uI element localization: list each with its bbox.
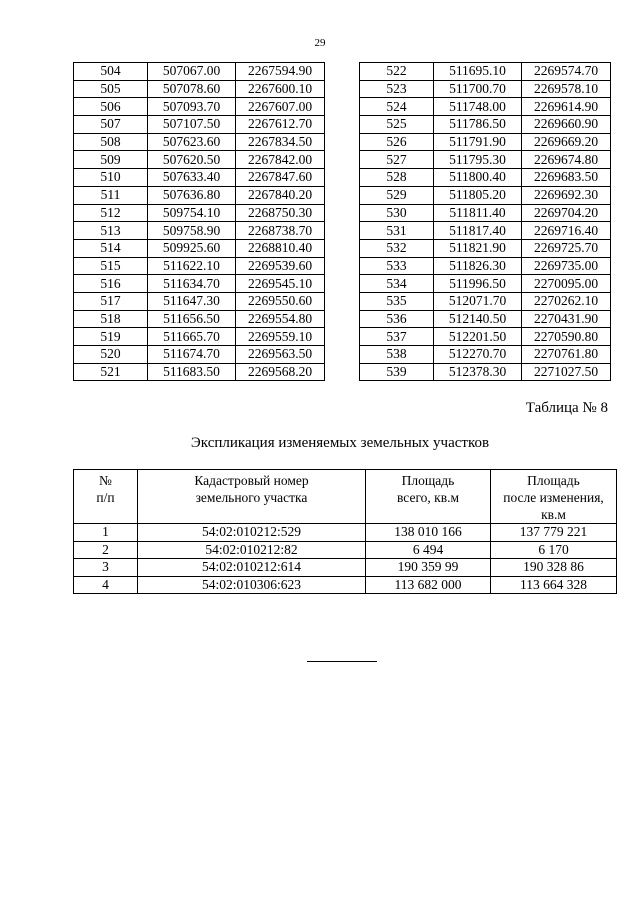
table-cell: 510	[74, 169, 148, 187]
table-cell: 2269574.70	[522, 63, 611, 81]
table-cell: 511791.90	[434, 133, 522, 151]
table-cell: 535	[360, 292, 434, 310]
table-row	[74, 257, 325, 275]
header-area-total-line2: всего, кв.м	[397, 490, 459, 505]
table-cell: 2267594.90	[236, 63, 325, 81]
table-cell: 2269674.80	[522, 151, 611, 169]
table-cell: 2268810.40	[236, 239, 325, 257]
table-title: Экспликация изменяемых земельных участков	[190, 435, 490, 451]
table-cell: 2269660.90	[522, 116, 611, 134]
table-cell: 2269614.90	[522, 98, 611, 116]
table-cell: 2269735.00	[522, 257, 611, 275]
table-cell: 517	[74, 292, 148, 310]
table-cell: 2269550.60	[236, 292, 325, 310]
header-area-after	[491, 470, 617, 524]
table-row	[74, 524, 617, 542]
table-cell: 538	[360, 346, 434, 364]
table-row	[74, 133, 325, 151]
table-cell: 516	[74, 275, 148, 293]
table-row	[360, 80, 611, 98]
table-row	[74, 576, 617, 594]
table-row	[360, 98, 611, 116]
table-cell: 507623.60	[148, 133, 236, 151]
table-row	[360, 346, 611, 364]
table-cell: 512378.30	[434, 363, 522, 381]
table-row	[360, 275, 611, 293]
table-cell: 512201.50	[434, 328, 522, 346]
header-area-after-line3: кв.м	[541, 507, 566, 522]
table-row	[74, 292, 325, 310]
table-cell: 511683.50	[148, 363, 236, 381]
table-row	[360, 257, 611, 275]
table-cell: 2	[74, 541, 138, 559]
table-cell: 113 664 328	[491, 576, 617, 594]
table-cell: 190 359 99	[366, 559, 491, 577]
table-cell: 2267600.10	[236, 80, 325, 98]
table-cell: 511817.40	[434, 222, 522, 240]
table-cell: 505	[74, 80, 148, 98]
header-number	[74, 470, 138, 524]
table-row	[360, 239, 611, 257]
table-cell: 2267847.60	[236, 169, 325, 187]
table-row	[74, 116, 325, 134]
table-cell: 515	[74, 257, 148, 275]
table-cell: 190 328 86	[491, 559, 617, 577]
table-cell: 2269559.10	[236, 328, 325, 346]
table-cell: 511695.10	[434, 63, 522, 81]
table-cell: 506	[74, 98, 148, 116]
table-cell: 54:02:010212:82	[138, 541, 366, 559]
table-cell: 54:02:010306:623	[138, 576, 366, 594]
table-cell: 2269539.60	[236, 257, 325, 275]
table-cell: 534	[360, 275, 434, 293]
table-cell: 2270431.90	[522, 310, 611, 328]
table-cell: 511748.00	[434, 98, 522, 116]
table-cell: 2270761.80	[522, 346, 611, 364]
table-row	[360, 169, 611, 187]
table-cell: 137 779 221	[491, 524, 617, 542]
header-cadastral-number	[138, 470, 366, 524]
table-cell: 522	[360, 63, 434, 81]
table-row	[74, 328, 325, 346]
table-cell: 509754.10	[148, 204, 236, 222]
table-cell: 2267840.20	[236, 186, 325, 204]
table-cell: 511665.70	[148, 328, 236, 346]
table-row	[74, 559, 617, 577]
table-cell: 512	[74, 204, 148, 222]
table-cell: 2270262.10	[522, 292, 611, 310]
table-cell: 511800.40	[434, 169, 522, 187]
table-row	[360, 292, 611, 310]
table-cell: 525	[360, 116, 434, 134]
table-cell: 2270590.80	[522, 328, 611, 346]
table-cell: 2268750.30	[236, 204, 325, 222]
table-cell: 507636.80	[148, 186, 236, 204]
table-cell: 509	[74, 151, 148, 169]
table-cell: 511996.50	[434, 275, 522, 293]
table-cell: 533	[360, 257, 434, 275]
table-row	[360, 328, 611, 346]
table-row	[74, 186, 325, 204]
table-cell: 507067.00	[148, 63, 236, 81]
table-cell: 520	[74, 346, 148, 364]
table-cell: 2267612.70	[236, 116, 325, 134]
table-cell: 511786.50	[434, 116, 522, 134]
table-label: Таблица № 8	[525, 400, 608, 416]
table-cell: 511656.50	[148, 310, 236, 328]
table-cell: 54:02:010212:529	[138, 524, 366, 542]
table-cell: 523	[360, 80, 434, 98]
header-area-after-line2: после изменения,	[503, 490, 604, 505]
table-cell: 513	[74, 222, 148, 240]
table-cell: 2267842.00	[236, 151, 325, 169]
table-cell: 511622.10	[148, 257, 236, 275]
table-cell: 511795.30	[434, 151, 522, 169]
header-area-after-line1: Площадь	[527, 473, 580, 488]
table-cell: 2269725.70	[522, 239, 611, 257]
table-cell: 2270095.00	[522, 275, 611, 293]
coordinates-table-left	[73, 62, 325, 381]
table-row	[74, 98, 325, 116]
table-row	[360, 310, 611, 328]
table-row	[74, 169, 325, 187]
table-cell: 529	[360, 186, 434, 204]
table-cell: 519	[74, 328, 148, 346]
table-cell: 511811.40	[434, 204, 522, 222]
table-cell: 2269568.20	[236, 363, 325, 381]
explication-header-row	[74, 470, 617, 524]
header-area-total-line1: Площадь	[401, 473, 455, 488]
table-cell: 511821.90	[434, 239, 522, 257]
table-cell: 507078.60	[148, 80, 236, 98]
table-cell: 511634.70	[148, 275, 236, 293]
table-row	[74, 541, 617, 559]
table-cell: 6 494	[366, 541, 491, 559]
table-cell: 511647.30	[148, 292, 236, 310]
table-cell: 113 682 000	[366, 576, 491, 594]
table-cell: 2269554.80	[236, 310, 325, 328]
table-cell: 507620.50	[148, 151, 236, 169]
table-cell: 2269563.50	[236, 346, 325, 364]
table-row	[360, 151, 611, 169]
table-cell: 532	[360, 239, 434, 257]
table-cell: 4	[74, 576, 138, 594]
table-row	[360, 204, 611, 222]
table-cell: 2269704.20	[522, 204, 611, 222]
table-cell: 2269545.10	[236, 275, 325, 293]
table-cell: 507	[74, 116, 148, 134]
table-cell: 2269578.10	[522, 80, 611, 98]
table-row	[74, 222, 325, 240]
table-cell: 2269692.30	[522, 186, 611, 204]
table-cell: 527	[360, 151, 434, 169]
header-area-total	[366, 470, 491, 524]
table-cell: 54:02:010212:614	[138, 559, 366, 577]
explication-table	[73, 469, 617, 594]
header-number-line2: п/п	[96, 490, 115, 505]
table-cell: 526	[360, 133, 434, 151]
table-cell: 511674.70	[148, 346, 236, 364]
table-row	[74, 310, 325, 328]
table-row	[74, 346, 325, 364]
table-cell: 518	[74, 310, 148, 328]
end-divider	[307, 661, 377, 662]
table-row	[74, 63, 325, 81]
page-number: 29	[314, 37, 326, 49]
table-row	[360, 133, 611, 151]
table-cell: 528	[360, 169, 434, 187]
table-cell: 536	[360, 310, 434, 328]
table-cell: 514	[74, 239, 148, 257]
table-cell: 512140.50	[434, 310, 522, 328]
table-cell: 1	[74, 524, 138, 542]
table-cell: 530	[360, 204, 434, 222]
table-row	[360, 63, 611, 81]
table-cell: 6 170	[491, 541, 617, 559]
header-number-line1: №	[99, 473, 112, 488]
table-cell: 511	[74, 186, 148, 204]
table-row	[74, 363, 325, 381]
header-cadastral-line1: Кадастровый номер	[194, 473, 309, 488]
table-row	[74, 204, 325, 222]
table-cell: 509925.60	[148, 239, 236, 257]
table-cell: 521	[74, 363, 148, 381]
table-cell: 2269716.40	[522, 222, 611, 240]
table-cell: 138 010 166	[366, 524, 491, 542]
table-row	[74, 151, 325, 169]
coordinates-table-right	[359, 62, 611, 381]
table-cell: 511700.70	[434, 80, 522, 98]
table-cell: 2271027.50	[522, 363, 611, 381]
table-cell: 531	[360, 222, 434, 240]
table-cell: 507107.50	[148, 116, 236, 134]
table-cell: 537	[360, 328, 434, 346]
table-cell: 512071.70	[434, 292, 522, 310]
table-cell: 2269669.20	[522, 133, 611, 151]
table-cell: 2268738.70	[236, 222, 325, 240]
table-cell: 508	[74, 133, 148, 151]
table-row	[74, 80, 325, 98]
table-cell: 512270.70	[434, 346, 522, 364]
table-cell: 2269683.50	[522, 169, 611, 187]
table-row	[360, 222, 611, 240]
header-cadastral-line2: земельного участка	[195, 490, 308, 505]
table-row	[360, 116, 611, 134]
table-cell: 2267607.00	[236, 98, 325, 116]
table-row	[360, 363, 611, 381]
table-cell: 2267834.50	[236, 133, 325, 151]
table-cell: 507633.40	[148, 169, 236, 187]
table-cell: 539	[360, 363, 434, 381]
table-row	[360, 186, 611, 204]
table-row	[74, 239, 325, 257]
table-cell: 507093.70	[148, 98, 236, 116]
table-cell: 511805.20	[434, 186, 522, 204]
table-cell: 504	[74, 63, 148, 81]
table-cell: 511826.30	[434, 257, 522, 275]
table-cell: 524	[360, 98, 434, 116]
table-cell: 509758.90	[148, 222, 236, 240]
table-row	[74, 275, 325, 293]
table-cell: 3	[74, 559, 138, 577]
